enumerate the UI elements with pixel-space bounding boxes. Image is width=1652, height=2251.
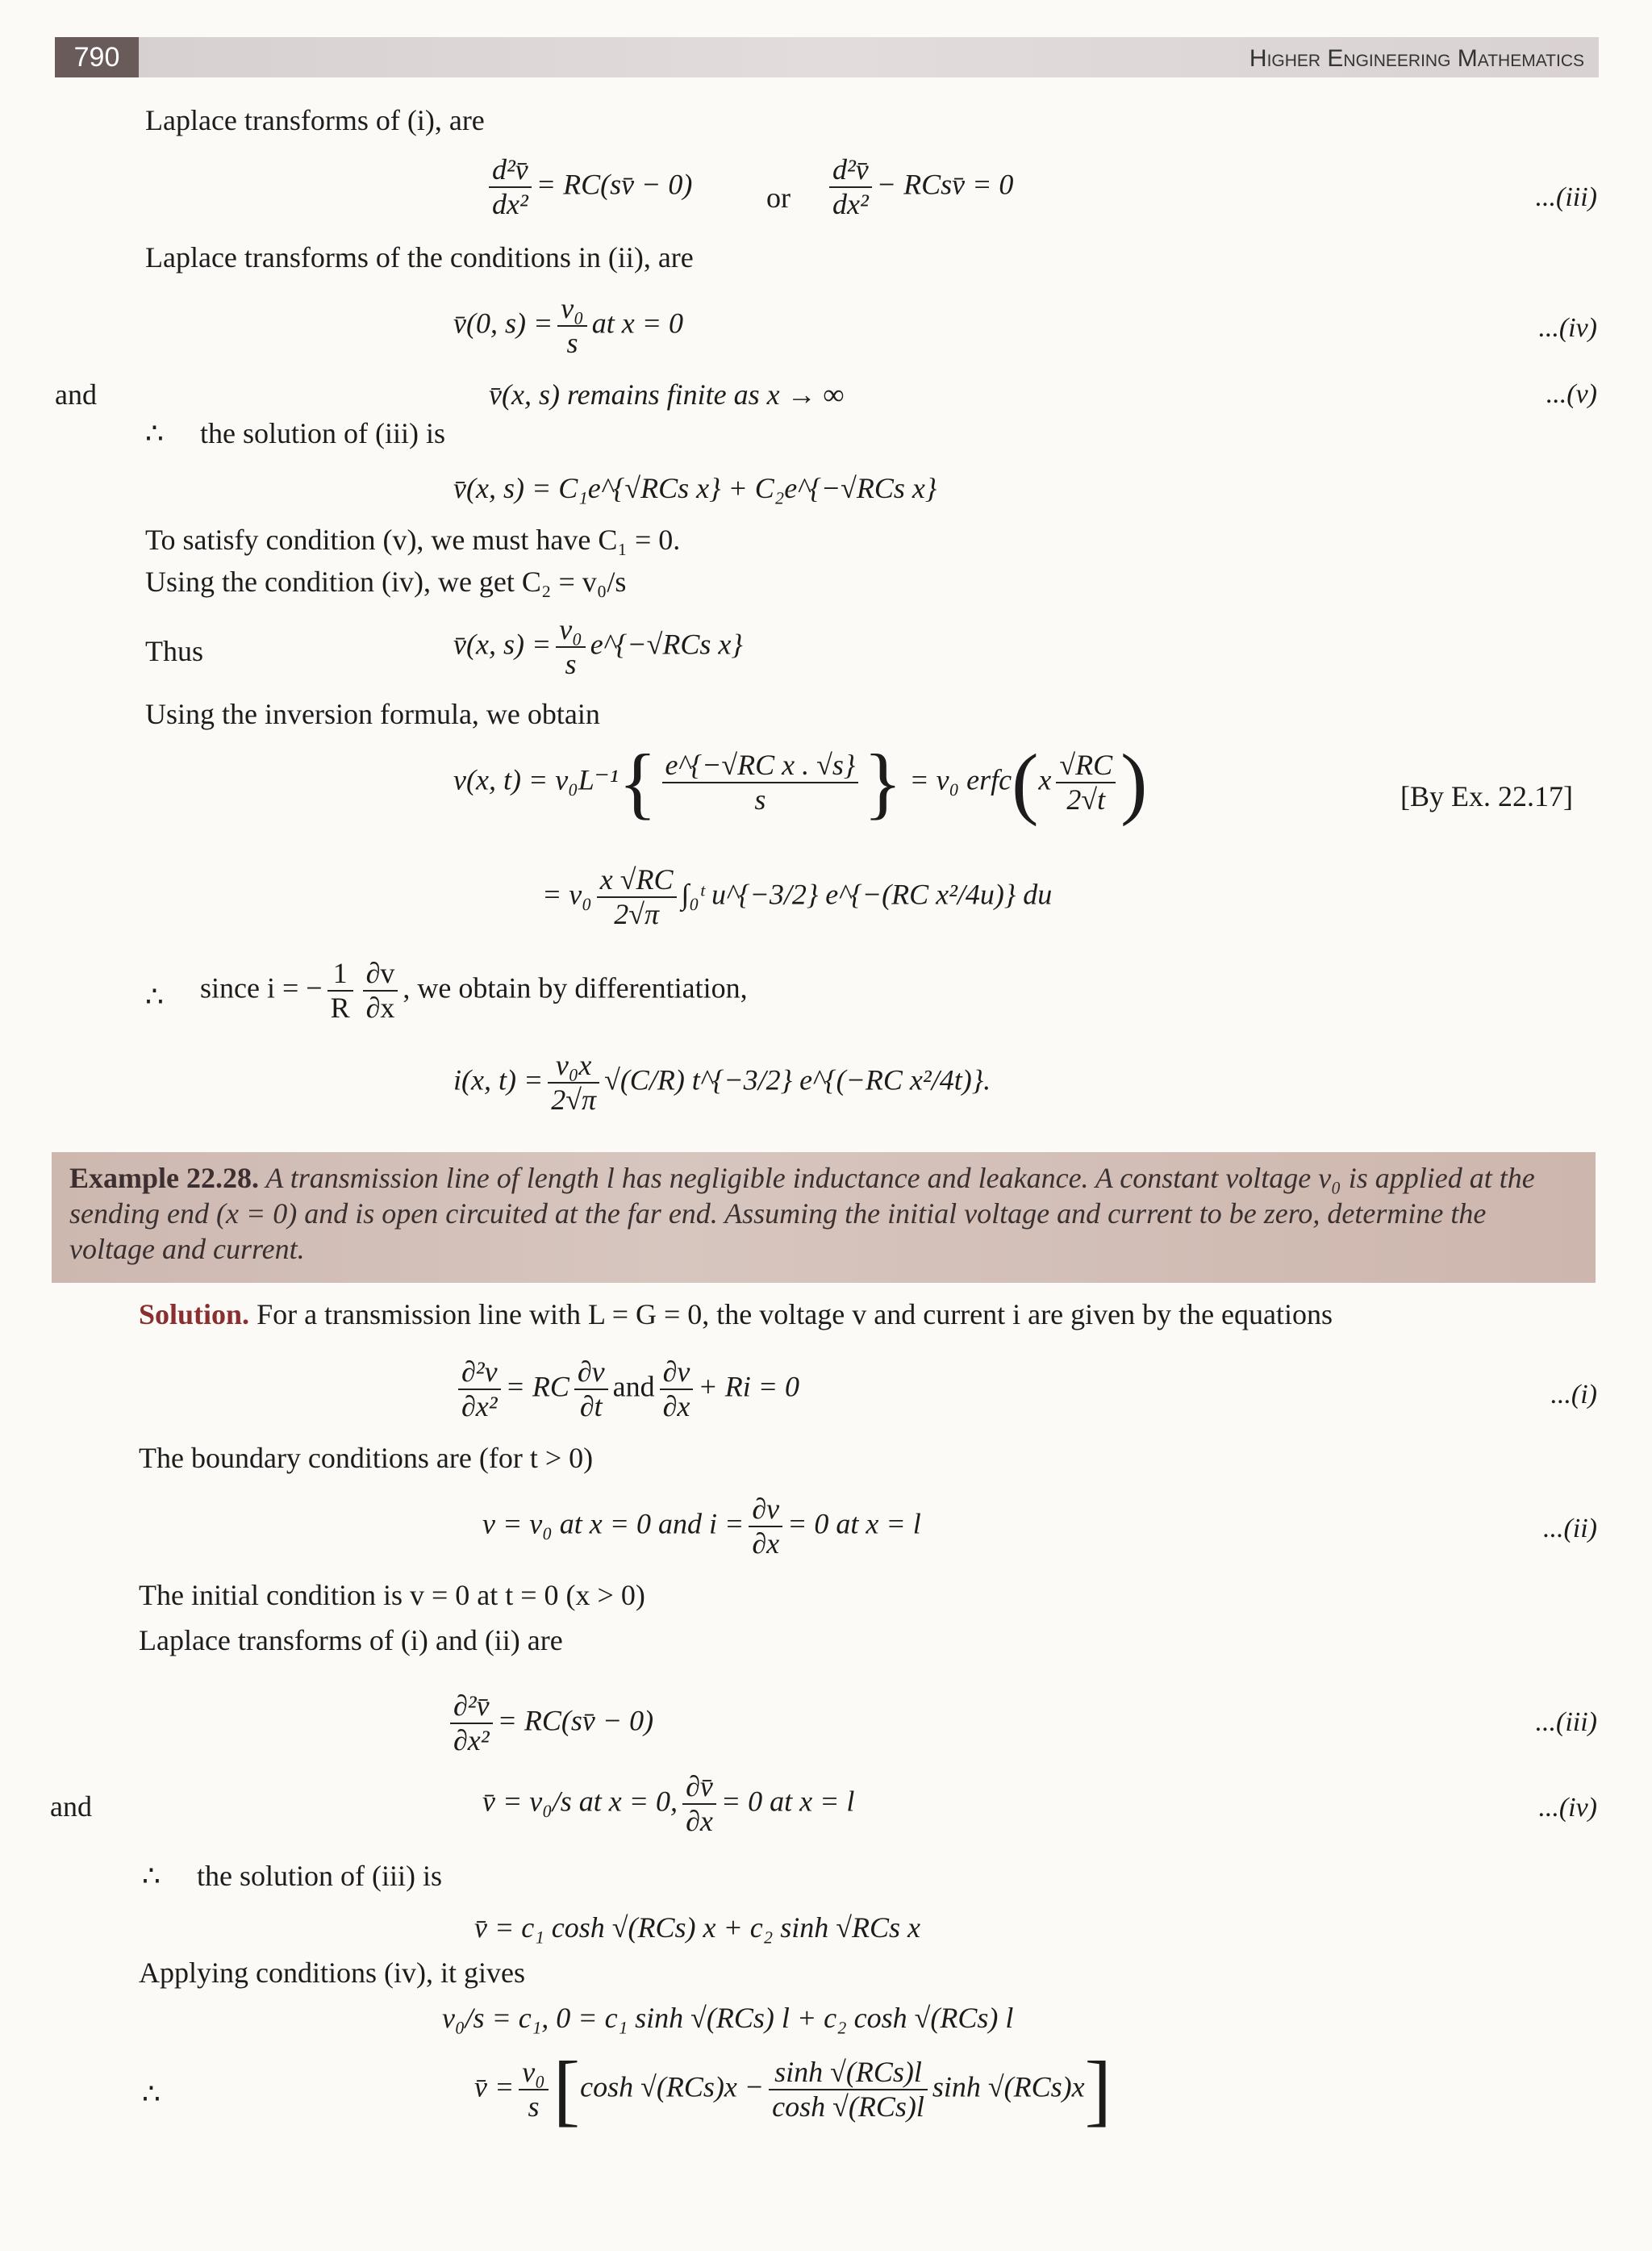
equation-v: v̄(x, s) remains finite as x → ∞ bbox=[489, 378, 845, 411]
equation-current: i(x, t) = $\frac{\text{v₀x}}{2√\pi}$ √(C/R) t^{−3/2} e^{(−RC x²/4t)}. bbox=[453, 1049, 991, 1117]
reference-note: [By Ex. 22.17] bbox=[1400, 780, 1573, 812]
text-line: the solution of (iii) is bbox=[200, 417, 445, 449]
equation-tag: ...(iii) bbox=[1535, 182, 1597, 212]
equation-tag: ...(iii) bbox=[1535, 1707, 1597, 1737]
equation-ii: v = v₀ at x = 0 and i = $\frac{\partial v}{\partial x}$ = 0 at x = l bbox=[482, 1493, 921, 1560]
equation-solution: v̄ = c₁ cosh √(RCs) x + c₂ sinh √RCs x bbox=[474, 1911, 921, 1944]
example-box bbox=[52, 1152, 1596, 1283]
text-line: Laplace transforms of (i), are bbox=[145, 104, 485, 136]
or-word: or bbox=[766, 182, 791, 214]
therefore-symbol: ∴ bbox=[142, 2078, 161, 2110]
equation-tag: ...(ii) bbox=[1542, 1514, 1597, 1543]
text-line: the solution of (iii) is bbox=[197, 1860, 442, 1892]
equation-thus: v̄(x, s) = $\frac{\text{v₀}}{s}$ e^{−√RCs x} bbox=[453, 613, 743, 681]
equation-constants: v₀/s = c₁, 0 = c₁ sinh √(RCs) l + c₂ cosh √(RCs) l bbox=[442, 2002, 1014, 2034]
text-line: The boundary conditions are (for t > 0) bbox=[139, 1442, 594, 1474]
equation-tag: ...(i) bbox=[1550, 1380, 1597, 1409]
therefore-symbol: ∴ bbox=[145, 417, 164, 449]
equation-tag: ...(v) bbox=[1546, 379, 1597, 409]
equation-iii-a: $\frac{\text{d²v̄}}{\text{dx²}}$ = RC(sv̄ − 0) bbox=[484, 153, 692, 222]
text-line: Using the inversion formula, we obtain bbox=[145, 698, 600, 730]
solution-line: Solution. For a transmission line with L = G = 0, the voltage v and current i are given by the equations bbox=[139, 1298, 1333, 1330]
text-line: The initial condition is v = 0 at t = 0 (x > 0) bbox=[139, 1579, 645, 1611]
equation-iii-b: $\frac{\text{d²v̄}}{\text{dx²}}$ − RCsv̄ = 0 bbox=[824, 153, 1013, 222]
and-word: and bbox=[55, 378, 97, 411]
thus-word: Thus bbox=[145, 635, 203, 667]
and-word: and bbox=[50, 1790, 92, 1823]
text-line: Using the condition (iv), we get C₂ = v₀/s bbox=[145, 566, 627, 598]
book-title: Higher Engineering Mathematics bbox=[1249, 45, 1584, 72]
solution-label: Solution. bbox=[139, 1298, 250, 1330]
page-number: 790 bbox=[55, 37, 139, 77]
equation-tag: ...(iv) bbox=[1538, 1793, 1597, 1823]
equation-i: $\frac{\text{∂²v}}{\text{∂x²}}$ = RC $\frac{\partial v}{\partial t}$ and $\frac{\partial v}{\partial x}$ + Ri = 0 bbox=[453, 1355, 799, 1424]
equation-iii: $\frac{\text{∂²v̄}}{\text{∂x²}}$ = RC(sv̄ − 0) bbox=[445, 1689, 653, 1758]
example-text: Example 22.28. A transmission line of length l has negligible inductance and leakance. A constant voltage v₀ is applied at the sending end (x = 0) and is open circuited at the far end. Assuming the initial voltage and current to be zero, determine the voltage and current. bbox=[69, 1162, 1535, 1265]
text-line: Applying conditions (iv), it gives bbox=[139, 1957, 525, 1989]
text-line: To satisfy condition (v), we must have C₁ = 0. bbox=[145, 524, 681, 556]
text-line: Laplace transforms of (i) and (ii) are bbox=[139, 1624, 563, 1656]
page-header bbox=[55, 37, 1599, 77]
equation-integral: = v₀ $\frac{x √RC}{2√\pi}$ ∫₀ᵗ u^{−3/2} e^{−(RC x²/4u)} du bbox=[542, 863, 1053, 931]
example-label: Example 22.28. bbox=[69, 1162, 260, 1194]
therefore-symbol: ∴ bbox=[142, 1860, 161, 1892]
equation-final: v̄ = $\frac{\text{v₀}}{s}$ [cosh √(RCs)x − $\frac{\text{sinh √(RCs)l}}{\text{cosh √(RCs)l}}$ sinh √(RCs)x] bbox=[474, 2044, 1112, 2134]
equation-inversion: v(x, t) = v₀L⁻¹{ $\frac{\text{e\textasciicircum{}\{−√RC x . √s\}}}{s}$ } = v₀ erfc(x $\frac{√RC}{2√t}$ ) bbox=[453, 737, 1148, 827]
therefore-symbol: ∴ bbox=[145, 980, 164, 1013]
since-line: since i = − $\frac{1}{R}$ $\frac{\partial v}{\partial x}$ , we obtain by differentiation, bbox=[200, 957, 748, 1025]
text-line: Laplace transforms of the conditions in (ii), are bbox=[145, 241, 694, 274]
equation-iv: v̄ = v₀/s at x = 0, $\frac{\partial v̄}{\partial x}$ = 0 at x = l bbox=[482, 1770, 855, 1838]
equation-iv: v̄(0, s) = $\frac{\text{v₀}}{s}$ at x = 0 bbox=[453, 292, 684, 360]
equation-solution: v̄(x, s) = C₁e^{√RCs x} + C₂e^{−√RCs x} bbox=[453, 472, 937, 504]
equation-tag: ...(iv) bbox=[1538, 313, 1597, 343]
